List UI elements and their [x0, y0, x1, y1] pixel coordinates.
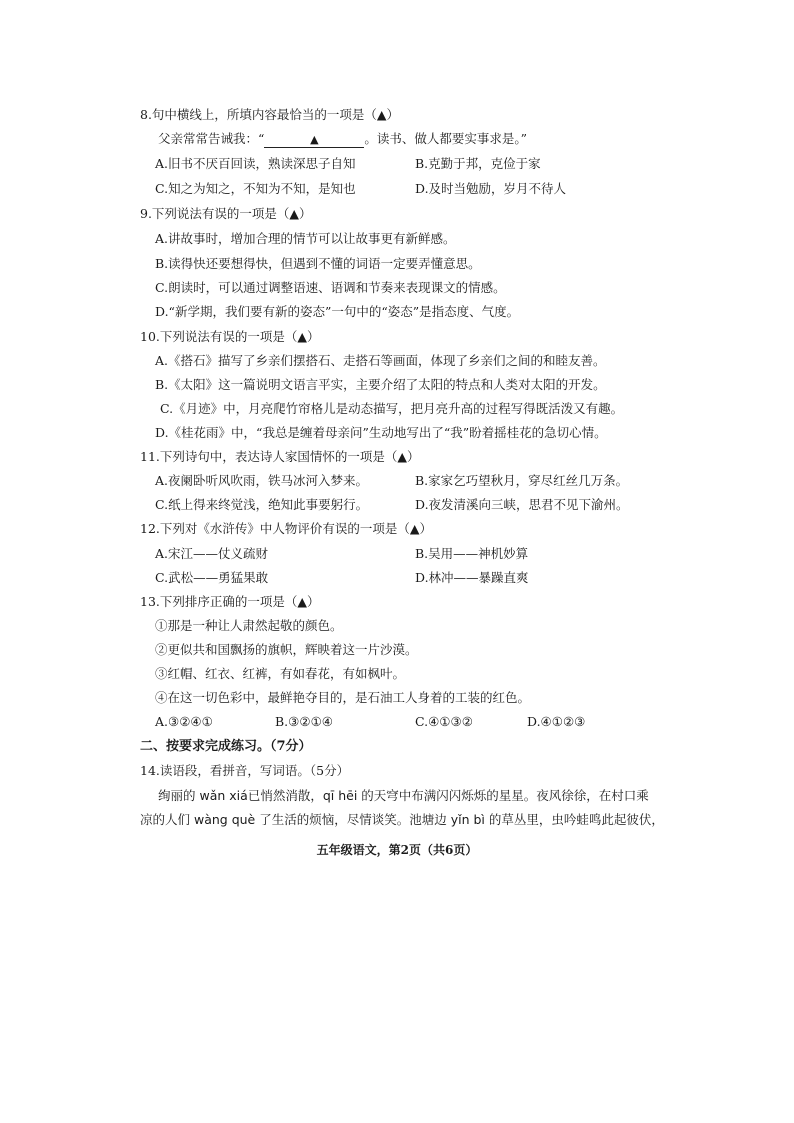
question-12-option-b: B.吴用——神机妙算 — [415, 546, 529, 561]
question-9-option-c: C.朗读时，可以通过调整语速、语调和节奏来表现课文的情感。 — [155, 280, 506, 295]
question-9-option-d: D.“新学期，我们要有新的姿态”一句中的“姿态”是指态度、气度。 — [155, 304, 520, 319]
question-13-option-d: D.④①②③ — [527, 714, 586, 729]
question-13-sentence-2: ②更似共和国飘扬的旗帜，辉映着这一片沙漠。 — [155, 642, 418, 657]
question-13-sentence-4: ④在这一切色彩中，最鲜艳夺目的，是石油工人身着的工装的红色。 — [155, 690, 531, 705]
text-segment: 了生活的烦恼，尽情谈笑。池塘边 — [255, 812, 447, 827]
section-2-heading: 二、按要求完成练习。（7分） — [140, 739, 312, 754]
question-8-quote — [158, 130, 527, 148]
question-8-option-b: B.克勤于邦，克俭于家 — [415, 156, 541, 171]
question-11-option-d: D.夜发清溪向三峡，思君不见下渝州。 — [415, 497, 629, 512]
question-13-option-c: C.④①③② — [415, 714, 473, 729]
page-footer: 五年级语文，第2页（共6页） — [316, 843, 478, 857]
question-11-option-b: B.家家乞巧望秋月，穿尽红丝几万条。 — [415, 473, 629, 488]
question-13-sentence-3: ③红帽、红衣、红裤，有如春花，有如枫叶。 — [155, 666, 406, 681]
question-14-stem: 14.读语段，看拼音，写词语。（5分） — [140, 763, 350, 778]
question-10-option-a: A.《搭石》描写了乡亲们摆搭石、走搭石等画面，体现了乡亲们之间的和睦友善。 — [155, 353, 606, 368]
question-11-option-c: C.纸上得来终觉浅，绝知此事要躬行。 — [155, 497, 369, 512]
question-8-stem: 8.句中横线上，所填内容最恰当的一项是（▲） — [140, 107, 400, 122]
question-8-option-d: D.及时当勉励，岁月不待人 — [415, 181, 567, 196]
question-10-option-d: D.《桂花雨》中，“我总是缠着母亲问”生动地写出了“我”盼着摇桂花的急切心情。 — [155, 425, 607, 440]
pinyin-wanxia: wǎn xiá — [195, 788, 248, 803]
text-segment: 凉的人们 — [140, 812, 191, 827]
quote-prefix: 父亲常常告诫我：“ — [158, 131, 265, 146]
question-9-option-b: B.读得快还要想得快，但遇到不懂的词语一定要弄懂意思。 — [155, 256, 481, 271]
question-10-option-b: B.《太阳》这一篇说明文语言平实，主要介绍了太阳的特点和人类对太阳的开发。 — [155, 377, 606, 392]
question-10-option-c: C.《月迹》中，月亮爬竹帘格儿是动态描写，把月亮升高的过程写得既活泼又有趣。 — [160, 401, 624, 416]
question-8-option-a: A.旧书不厌百回读，熟读深思子自知 — [155, 156, 356, 171]
question-12-option-d: D.林冲——暴躁直爽 — [415, 570, 529, 585]
question-13-stem: 13.下列排序正确的一项是（▲） — [140, 594, 320, 609]
question-9-stem: 9.下列说法有误的一项是（▲） — [140, 206, 312, 221]
text-segment: 的草丛里，虫吟蛙鸣此起彼伏， — [484, 812, 664, 827]
text-segment: 绚丽的 — [158, 788, 196, 803]
question-12-option-a: A.宋江——仗义疏财 — [155, 546, 269, 561]
triangle-mark-icon: ▲ — [310, 133, 319, 146]
question-14-paragraph-line-1 — [158, 787, 649, 805]
question-12-stem: 12.下列对《水浒传》中人物评价有误的一项是（▲） — [140, 521, 432, 536]
question-10-stem: 10.下列说法有误的一项是（▲） — [140, 329, 320, 344]
question-11-stem: 11.下列诗句中，表达诗人家国情怀的一项是（▲） — [140, 449, 420, 464]
question-14-paragraph-line-2 — [140, 811, 664, 829]
question-12-option-c: C.武松——勇猛果敢 — [155, 570, 269, 585]
question-13-sentence-1: ①那是一种让人肃然起敬的颜色。 — [155, 618, 343, 633]
question-11-option-a: A.夜阑卧听风吹雨，铁马冰河入梦来。 — [155, 473, 369, 488]
pinyin-wangque: wàng què — [190, 812, 256, 827]
answer-blank — [264, 132, 364, 148]
quote-suffix: 。读书、做人都要实事求是。” — [364, 131, 528, 146]
question-13-option-a: A.③②④① — [155, 714, 213, 729]
pinyin-yinbi: yǐn bì — [446, 812, 485, 827]
question-8-option-c: C.知之为知之，不知为不知，是知也 — [155, 181, 356, 196]
pinyin-qihei: qī hēi — [322, 788, 358, 803]
text-segment: 已悄然消散， — [247, 788, 323, 803]
question-9-option-a: A.讲故事时，增加合理的情节可以让故事更有新鲜感。 — [155, 231, 456, 246]
text-segment: 的天穹中布满闪闪烁烁的星星。夜风徐徐，在村口乘 — [357, 788, 649, 803]
question-13-option-b: B.③②①④ — [275, 714, 333, 729]
